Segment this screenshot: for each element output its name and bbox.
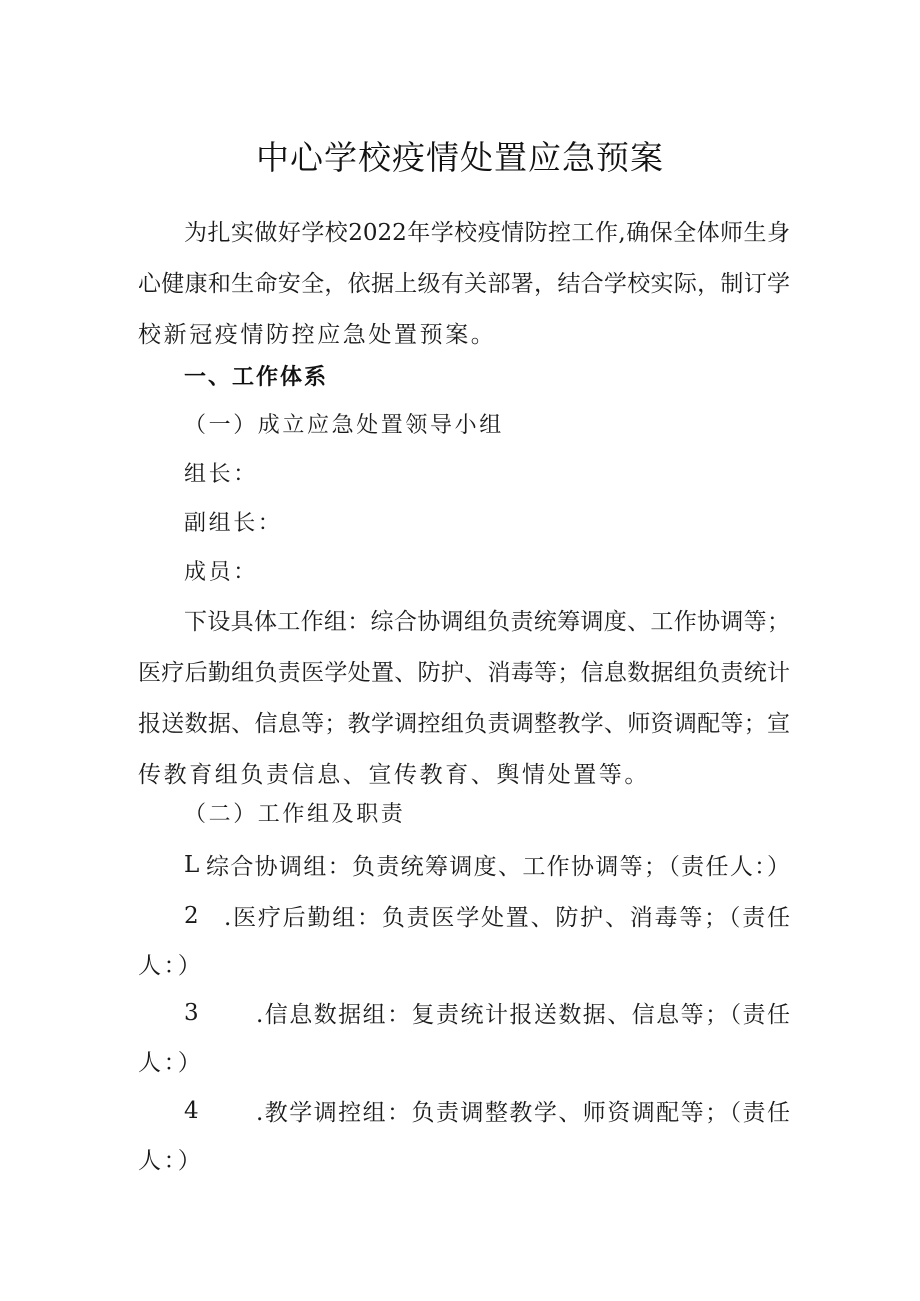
- section-heading: 一、工作体系: [184, 365, 329, 390]
- duty-item: [138, 1085, 790, 1187]
- duty-continuation: 人：）: [138, 953, 204, 979]
- intro-line: 校新冠疫情防控应急处置预案。: [138, 322, 497, 348]
- members-label: 成员：: [184, 560, 258, 585]
- groups-line: 下设具体工作组：综合协调组负责统筹调度、工作协调等；: [184, 609, 790, 635]
- duty-text: .医疗后勤组：负责医学处置、防护、消毒等；（责任: [224, 905, 790, 931]
- duty-text: 综合协调组：负责统筹调度、工作协调等；（责任人：）: [206, 854, 790, 880]
- duty-number: 4: [184, 1097, 199, 1124]
- leader-label: 组长：: [184, 462, 258, 487]
- subsection-heading: （二）工作组及职责: [184, 802, 406, 827]
- subsection-heading: （一）成立应急处置领导小组: [184, 413, 504, 438]
- duty-item: [138, 987, 790, 1089]
- intro-paragraph: [138, 208, 790, 361]
- duty-number: 2: [184, 902, 199, 929]
- duty-continuation: 人：）: [138, 1050, 204, 1076]
- duty-continuation: 人：）: [138, 1148, 204, 1174]
- duty-item: [138, 890, 790, 992]
- document-title: 中心学校疫情处置应急预案: [256, 138, 664, 177]
- groups-line: 报送数据、信息等；教学调控组负责调整教学、师资调配等；宣: [138, 711, 790, 737]
- deputy-leader-label: 副组长：: [184, 511, 283, 536]
- groups-line: 传教育组负责信息、宣传教育、舆情处置等。: [138, 762, 650, 788]
- intro-line: 为扎实做好学校2022年学校疫情防控工作,确保全体师生身: [184, 220, 790, 246]
- duty-number: 3: [184, 999, 199, 1026]
- groups-paragraph: [138, 597, 790, 801]
- duty-text: .信息数据组：复责统计报送数据、信息等；（责任: [256, 1002, 790, 1028]
- duty-text: .教学调控组：负责调整教学、师资调配等；（责任: [256, 1100, 790, 1126]
- intro-line: 心健康和生命安全，依据上级有关部署，结合学校实际，制订学: [138, 271, 790, 297]
- duty-item: [138, 839, 790, 890]
- duty-number: L: [184, 851, 200, 878]
- groups-line: 医疗后勤组负责医学处置、防护、消毒等；信息数据组负责统计: [138, 660, 790, 686]
